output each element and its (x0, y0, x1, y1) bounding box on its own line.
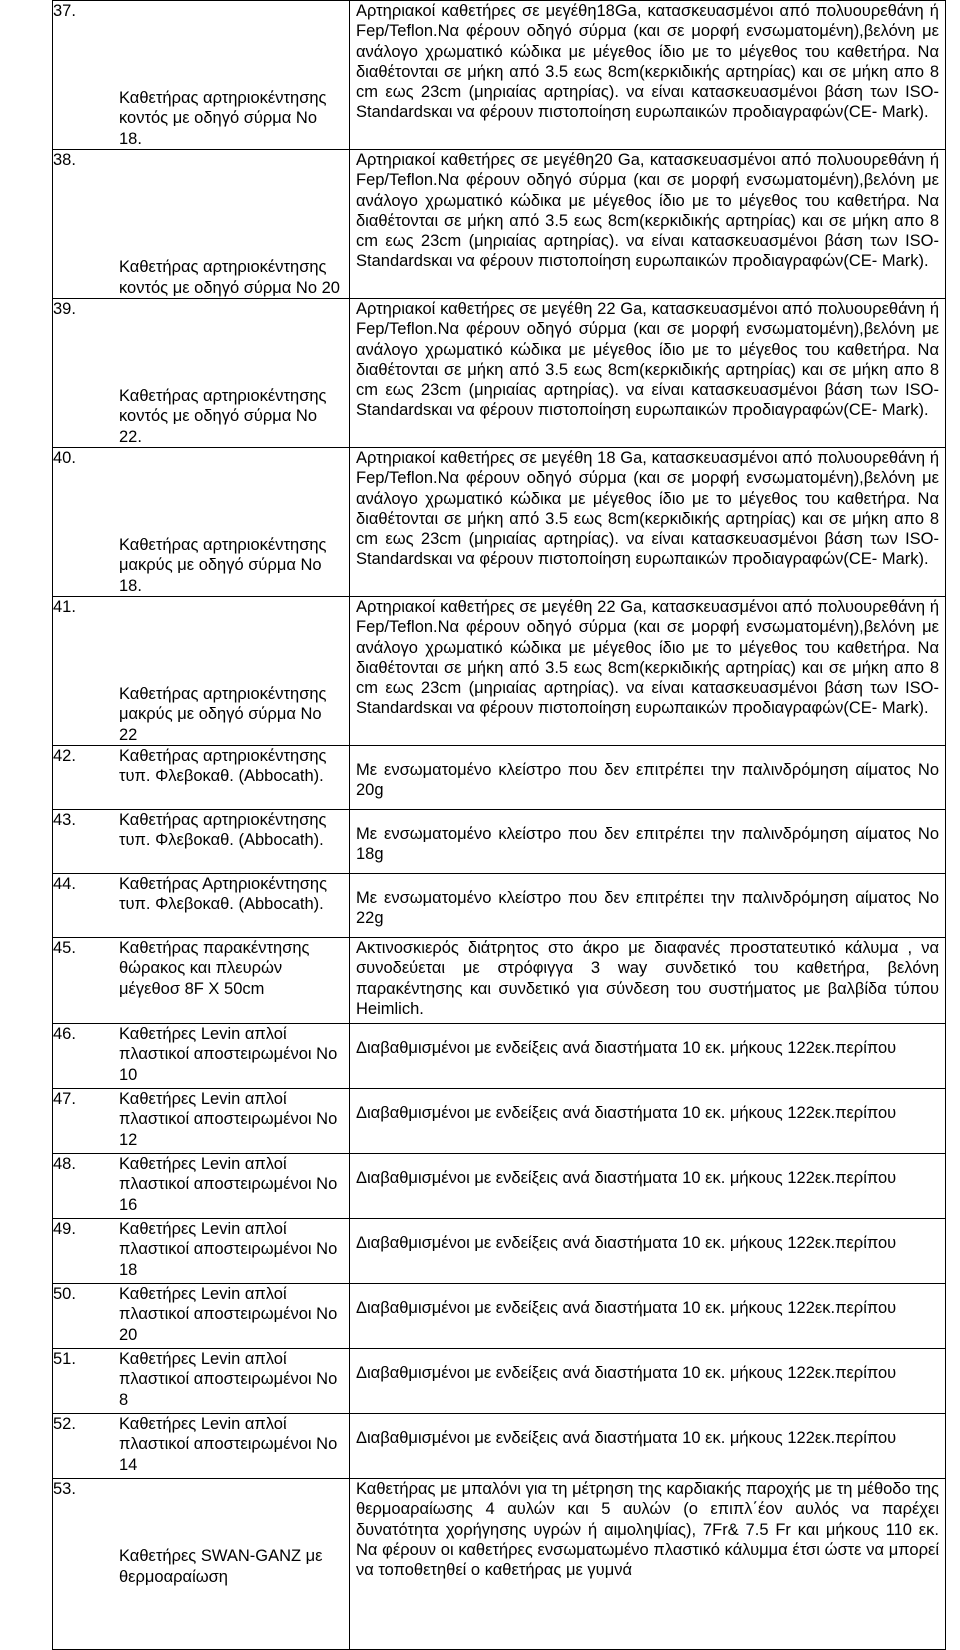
item-number: 52. (53, 1415, 76, 1433)
item-name: Καθετήρες Levin απλοί πλαστικοί αποστειρωμένοι Νο 8 (119, 1350, 338, 1409)
table-row (53, 299, 946, 448)
table-row (53, 597, 946, 746)
item-cell (53, 810, 350, 874)
table-row (53, 448, 946, 597)
table-row (53, 938, 946, 1024)
item-cell (53, 150, 350, 299)
item-name: Καθετήρας αρτηριοκέντησης κοντός με οδηγό σύρμα Νο 20 (119, 258, 340, 297)
item-description: Διαβαθμισμένοι με ενδείξεις ανά διαστήματα 10 εκ. μήκους 122εκ.περίπου (356, 1429, 897, 1447)
item-cell (53, 1219, 350, 1284)
item-name: Καθετήρες Levin απλοί πλαστικοί αποστειρωμένοι Νο 14 (119, 1415, 338, 1474)
item-cell (53, 874, 350, 938)
table-row (53, 810, 946, 874)
item-cell (53, 597, 350, 746)
item-number: 46. (53, 1025, 76, 1043)
item-description: Διαβαθμισμένοι με ενδείξεις ανά διαστήματα 10 εκ. μήκους 122εκ.περίπου (356, 1299, 897, 1317)
item-description: Αρτηριακοί καθετήρες σε μεγέθη 18 Ga, κατασκευασμένοι από πολυουρεθάνη ή Fep/Teflon.Να φέρουν οδηγό σύρμα (και σε μορφή ενσωματομένη),βελόνη με ανάλογο χρωματικό κώδικα με μέγεθος ίδιο με το μέγεθος του καθετήρα. Να διαθέτονται σε μήκη από 3.5 εως 8cm(κερκιδικής αρτηρίας) και σε μήκη απο 8 cm εως 23cm (μηριαίας αρτηρίας). να είναι κατασκευασμένοι βάση των ISO- Standardsκαι να φέρουν πιστοποίηση ευρωπαικών προδιαγραφών(CE- Mark). (356, 449, 939, 569)
item-number: 44. (53, 875, 76, 893)
description-cell (350, 1284, 946, 1349)
item-cell (53, 299, 350, 448)
description-cell (350, 874, 946, 938)
item-description: Αρτηριακοί καθετήρες σε μεγέθη20 Ga, κατασκευασμένοι από πολυουρεθάνη ή Fep/Teflon.Να φέρουν οδηγό σύρμα (και σε μορφή ενσωματομένη),βελόνη με ανάλογο χρωματικό κώδικα με μέγεθος ίδιο με το μέγεθος του καθετήρα. Να διαθέτονται σε μήκη από 3.5 εως 8cm(κερκιδικής αρτηρίας) και σε μήκη απο 8 cm εως 23cm (μηριαίας αρτηρίας). να είναι κατασκευασμένοι βάση των ISO- Standardsκαι να φέρουν πιστοποίηση ευρωπαικών προδιαγραφών(CE- Mark). (356, 151, 939, 271)
item-name: Καθετήρας αρτηριοκέντησης τυπ. Φλεβοκαθ. (Abbocath). (119, 747, 327, 786)
specification-table (52, 0, 946, 1650)
item-cell (53, 1089, 350, 1154)
item-number: 39. (53, 300, 76, 318)
item-cell (53, 1024, 350, 1089)
item-description: Διαβαθμισμένοι με ενδείξεις ανά διαστήματα 10 εκ. μήκους 122εκ.περίπου (356, 1234, 897, 1252)
item-name: Καθετήρες Levin απλοί πλαστικοί αποστειρωμένοι Νο 10 (119, 1025, 338, 1084)
item-name: Καθετήρες SWAN-GANZ με θερμοαραίωση (119, 1547, 323, 1586)
item-name: Καθετήρας αρτηριοκέντησης μακρύς με οδηγό σύρμα Νο 18. (119, 536, 327, 595)
description-cell (350, 1349, 946, 1414)
description-cell (350, 746, 946, 810)
item-name: Καθετήρες Levin απλοί πλαστικοί αποστειρωμένοι Νο 20 (119, 1285, 338, 1344)
table-row (53, 1219, 946, 1284)
item-cell (53, 1284, 350, 1349)
description-cell (350, 1154, 946, 1219)
item-cell (53, 448, 350, 597)
item-description: Διαβαθμισμένοι με ενδείξεις ανά διαστήματα 10 εκ. μήκους 122εκ.περίπου (356, 1169, 897, 1187)
item-number: 45. (53, 939, 76, 957)
description-cell (350, 1414, 946, 1479)
description-cell (350, 1024, 946, 1089)
description-cell (350, 150, 946, 299)
item-cell (53, 1349, 350, 1414)
item-name: Καθετήρας αρτηριοκέντησης τυπ. Φλεβοκαθ. (Abbocath). (119, 811, 327, 850)
item-number: 49. (53, 1220, 76, 1238)
item-description: Διαβαθμισμένοι με ενδείξεις ανά διαστήματα 10 εκ. μήκους 122εκ.περίπου (356, 1039, 897, 1057)
item-description: Διαβαθμισμένοι με ενδείξεις ανά διαστήματα 10 εκ. μήκους 122εκ.περίπου (356, 1364, 897, 1382)
table-row (53, 1089, 946, 1154)
table-row (53, 874, 946, 938)
item-description: Με ενσωματομένο κλείστρο που δεν επιτρέπει την παλινδρόμηση αίματος Νο 20g (356, 761, 939, 800)
table-row (53, 1414, 946, 1479)
item-number: 37. (53, 2, 76, 20)
description-cell (350, 597, 946, 746)
item-cell (53, 1154, 350, 1219)
item-description: Αρτηριακοί καθετήρες σε μεγέθη 22 Ga, κατασκευασμένοι από πολυουρεθάνη ή Fep/Teflon.Να φέρουν οδηγό σύρμα (και σε μορφή ενσωματομένη),βελόνη με ανάλογο χρωματικό κώδικα με μέγεθος ίδιο με το μέγεθος του καθετήρα. Να διαθέτονται σε μήκη από 3.5 εως 8cm(κερκιδικής αρτηρίας) και σε μήκη απο 8 cm εως 23cm (μηριαίας αρτηρίας). να είναι κατασκευασμένοι βάση των ISO- Standardsκαι να φέρουν πιστοποίηση ευρωπαικών προδιαγραφών(CE- Mark). (356, 598, 939, 718)
item-cell (53, 746, 350, 810)
item-number: 40. (53, 449, 76, 467)
item-number: 53. (53, 1480, 76, 1498)
description-cell (350, 1479, 946, 1650)
description-cell (350, 1089, 946, 1154)
item-number: 51. (53, 1350, 76, 1368)
description-cell (350, 448, 946, 597)
item-number: 38. (53, 151, 76, 169)
item-cell (53, 1479, 350, 1650)
table-row (53, 1284, 946, 1349)
table-row (53, 1479, 946, 1650)
description-cell (350, 938, 946, 1024)
item-description: Καθετήρας με μπαλόνι για τη μέτρηση της καρδιακής παροχής με τη μέθοδο της θερμοαραίωσης 4 αυλών και 5 αυλών (ο επιπλ΄έον αυλός να παρέχει δυνατότητα χορήγησης υγρών ή αιμοληψίας), 7Fr& 7.5 Fr και μήκους 110 εκ. Να φέρουν οι καθετήρες ενσωματωμένο πλαστικό κάλυμμα έτσι ώστε να μπορεί να τοποθετηθεί ο καθετήρας με γυμνά (356, 1480, 939, 1580)
table-row (53, 746, 946, 810)
item-description: Με ενσωματομένο κλείστρο που δεν επιτρέπει την παλινδρόμηση αίματος Νο 22g (356, 889, 939, 928)
description-cell (350, 1219, 946, 1284)
item-cell (53, 1, 350, 150)
item-number: 50. (53, 1285, 76, 1303)
item-name: Καθετήρας αρτηριοκέντησης κοντός με οδηγό σύρμα Νο 18. (119, 89, 327, 148)
item-name: Καθετήρες Levin απλοί πλαστικοί αποστειρωμένοι Νο 12 (119, 1090, 338, 1149)
item-name: Καθετήρας παρακέντησης θώρακος και πλευρών μέγεθοσ 8F X 50cm (119, 939, 310, 998)
item-name: Καθετήρας αρτηριοκέντησης κοντός με οδηγό σύρμα Νο 22. (119, 387, 327, 446)
table-row (53, 1, 946, 150)
item-description: Ακτινοσκιερός διάτρητος στο άκρο με διαφανές προστατευτικό κάλυμα , να συνοδεύεται με στρόφιγγα 3 way συνδετικό του καθετήρα, βελόνη παρακέντησης και συνδετικό για σύνδεση του συστήματος με βαλβίδα τύπου Heimlich. (356, 939, 939, 1018)
item-name: Καθετήρας αρτηριοκέντησης μακρύς με οδηγό σύρμα Νο 22 (119, 685, 327, 744)
table-row (53, 150, 946, 299)
description-cell (350, 1, 946, 150)
item-name: Καθετήρας Αρτηριοκέντησης τυπ. Φλεβοκαθ. (Abbocath). (119, 875, 328, 914)
item-description: Με ενσωματομένο κλείστρο που δεν επιτρέπει την παλινδρόμηση αίματος Νο 18g (356, 825, 939, 864)
item-number: 42. (53, 747, 76, 765)
item-description: Διαβαθμισμένοι με ενδείξεις ανά διαστήματα 10 εκ. μήκους 122εκ.περίπου (356, 1104, 897, 1122)
item-name: Καθετήρες Levin απλοί πλαστικοί αποστειρωμένοι Νο 16 (119, 1155, 338, 1214)
item-number: 47. (53, 1090, 76, 1108)
item-cell (53, 938, 350, 1024)
item-description: Αρτηριακοί καθετήρες σε μεγέθη18Ga, κατασκευασμένοι από πολυουρεθάνη ή Fep/Teflon.Να φέρουν οδηγό σύρμα (και σε μορφή ενσωματομένη),βελόνη με ανάλογο χρωματικό κώδικα με μέγεθος ίδιο με το μέγεθος του καθετήρα. Να διαθέτονται σε μήκη από 3.5 εως 8cm(κερκιδικής αρτηρίας) και σε μήκη απο 8 cm εως 23cm (μηριαίας αρτηρίας). να είναι κατασκευασμένοι βάση των ISO- Standardsκαι να φέρουν πιστοποίηση ευρωπαικών προδιαγραφών(CE- Mark). (356, 2, 939, 122)
item-number: 48. (53, 1155, 76, 1173)
item-number: 43. (53, 811, 76, 829)
item-number: 41. (53, 598, 76, 616)
table-row (53, 1024, 946, 1089)
item-cell (53, 1414, 350, 1479)
description-cell (350, 810, 946, 874)
description-cell (350, 299, 946, 448)
table-row (53, 1349, 946, 1414)
item-description: Αρτηριακοί καθετήρες σε μεγέθη 22 Ga, κατασκευασμένοι από πολυουρεθάνη ή Fep/Teflon.Να φέρουν οδηγό σύρμα (και σε μορφή ενσωματομένη),βελόνη με ανάλογο χρωματικό κώδικα με μέγεθος ίδιο με το μέγεθος του καθετήρα. Να διαθέτονται σε μήκη από 3.5 εως 8cm(κερκιδικής αρτηρίας) και σε μήκη απο 8 cm εως 23cm (μηριαίας αρτηρίας). να είναι κατασκευασμένοι βάση των ISO- Standardsκαι να φέρουν πιστοποίηση ευρωπαικών προδιαγραφών(CE- Mark). (356, 300, 939, 420)
item-name: Καθετήρες Levin απλοί πλαστικοί αποστειρωμένοι Νο 18 (119, 1220, 338, 1279)
table-row (53, 1154, 946, 1219)
